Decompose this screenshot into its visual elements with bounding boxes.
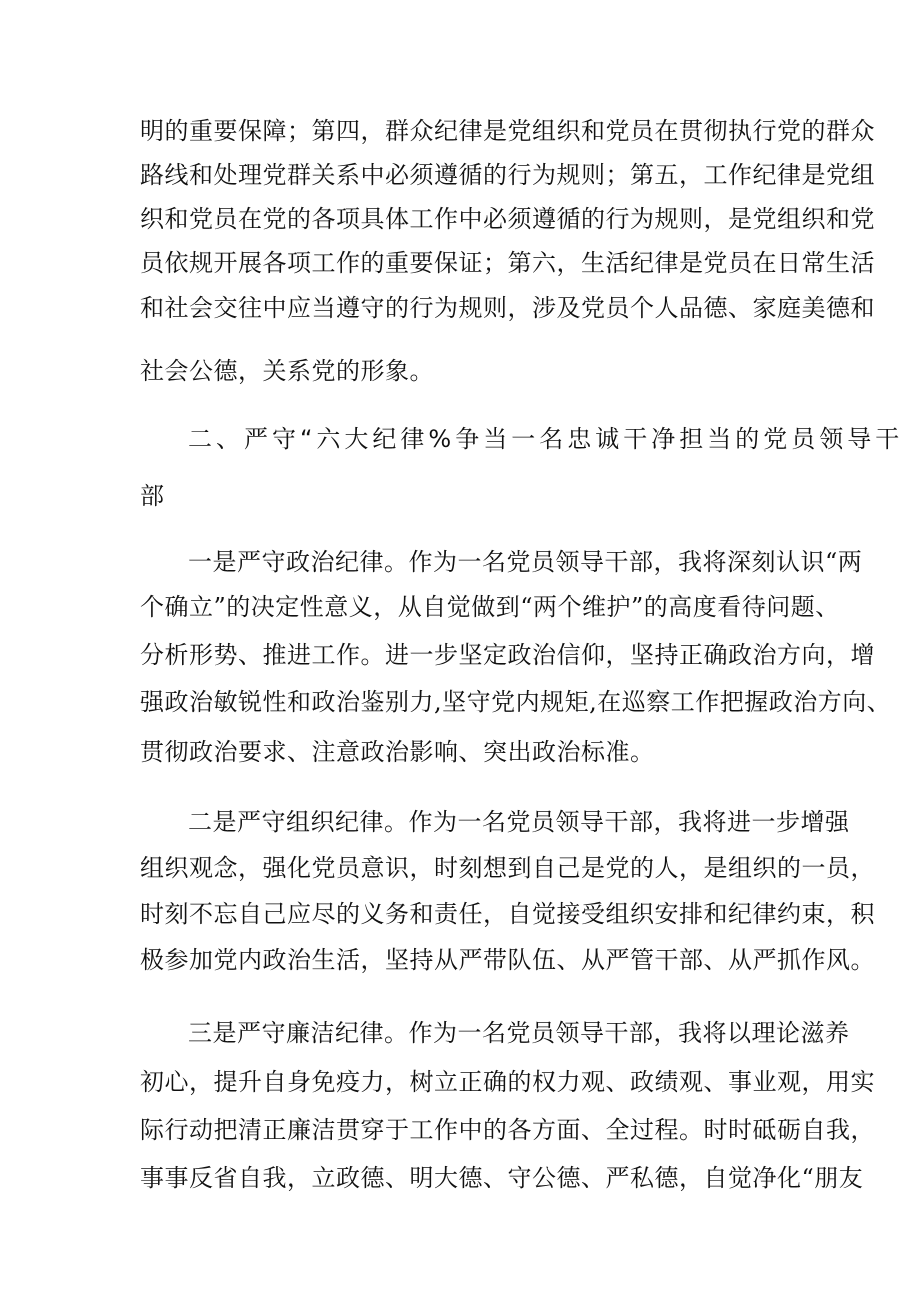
text-line: 际行动把清正廉洁贯穿于工作中的各方面、全过程。时时砥砺自我， [140, 1116, 875, 1144]
text-line: 织和党员在党的各项具体工作中必须遵循的行为规则，是党组织和党 [140, 205, 875, 233]
text-line: 二是严守组织纪律。作为一名党员领导干部，我将进一步增强 [188, 808, 850, 836]
section-heading-line: 部 [140, 482, 168, 510]
text-line: 三是严守廉洁纪律。作为一名党员领导干部，我将以理论滋养 [188, 1019, 850, 1047]
text-line: 时刻不忘自己应尽的义务和责任，自觉接受组织安排和纪律约束，积 [140, 900, 875, 928]
text-line: 极参加党内政治生活，坚持从严带队伍、从严管干部、从严抓作风。 [140, 946, 875, 974]
text-line: 分析形势、推进工作。进一步坚定政治信仰，坚持正确政治方向，增 [140, 641, 875, 669]
text-line: 组织观念，强化党员意识，时刻想到自己是党的人，是组织的一员， [140, 854, 875, 882]
text-line: 强政治敏锐性和政治鉴别力,坚守党内规矩,在巡察工作把握政治方向、 [140, 688, 892, 716]
text-line: 事事反省自我，立政德、明大德、守公德、严私德，自觉净化“朋友 [140, 1164, 864, 1192]
text-line: 明的重要保障；第四，群众纪律是党组织和党员在贯彻执行党的群众 [140, 117, 875, 145]
text-line: 和社会交往中应当遵守的行为规则，涉及党员个人品德、家庭美德和 [140, 294, 875, 322]
text-line: 一是严守政治纪律。作为一名党员领导干部，我将深刻认识“两 [188, 548, 863, 576]
text-line: 员依规开展各项工作的重要保证；第六，生活纪律是党员在日常生活 [140, 249, 875, 277]
text-line: 社会公德，关系党的形象。 [140, 357, 434, 385]
text-line: 初心，提升自身免疫力，树立正确的权力观、政绩观、事业观，用实 [140, 1068, 875, 1096]
text-line: 个确立”的决定性意义，从自觉做到“两个维护”的高度看待问题、 [140, 593, 840, 621]
text-line: 路线和处理党群关系中必须遵循的行为规则；第五，工作纪律是党组 [140, 161, 875, 189]
text-line: 贯彻政治要求、注意政治影响、突出政治标准。 [140, 738, 655, 766]
section-heading-line: 二、严守“六大纪律%争当一名忠诚干净担当的党员领导干 [188, 425, 904, 453]
